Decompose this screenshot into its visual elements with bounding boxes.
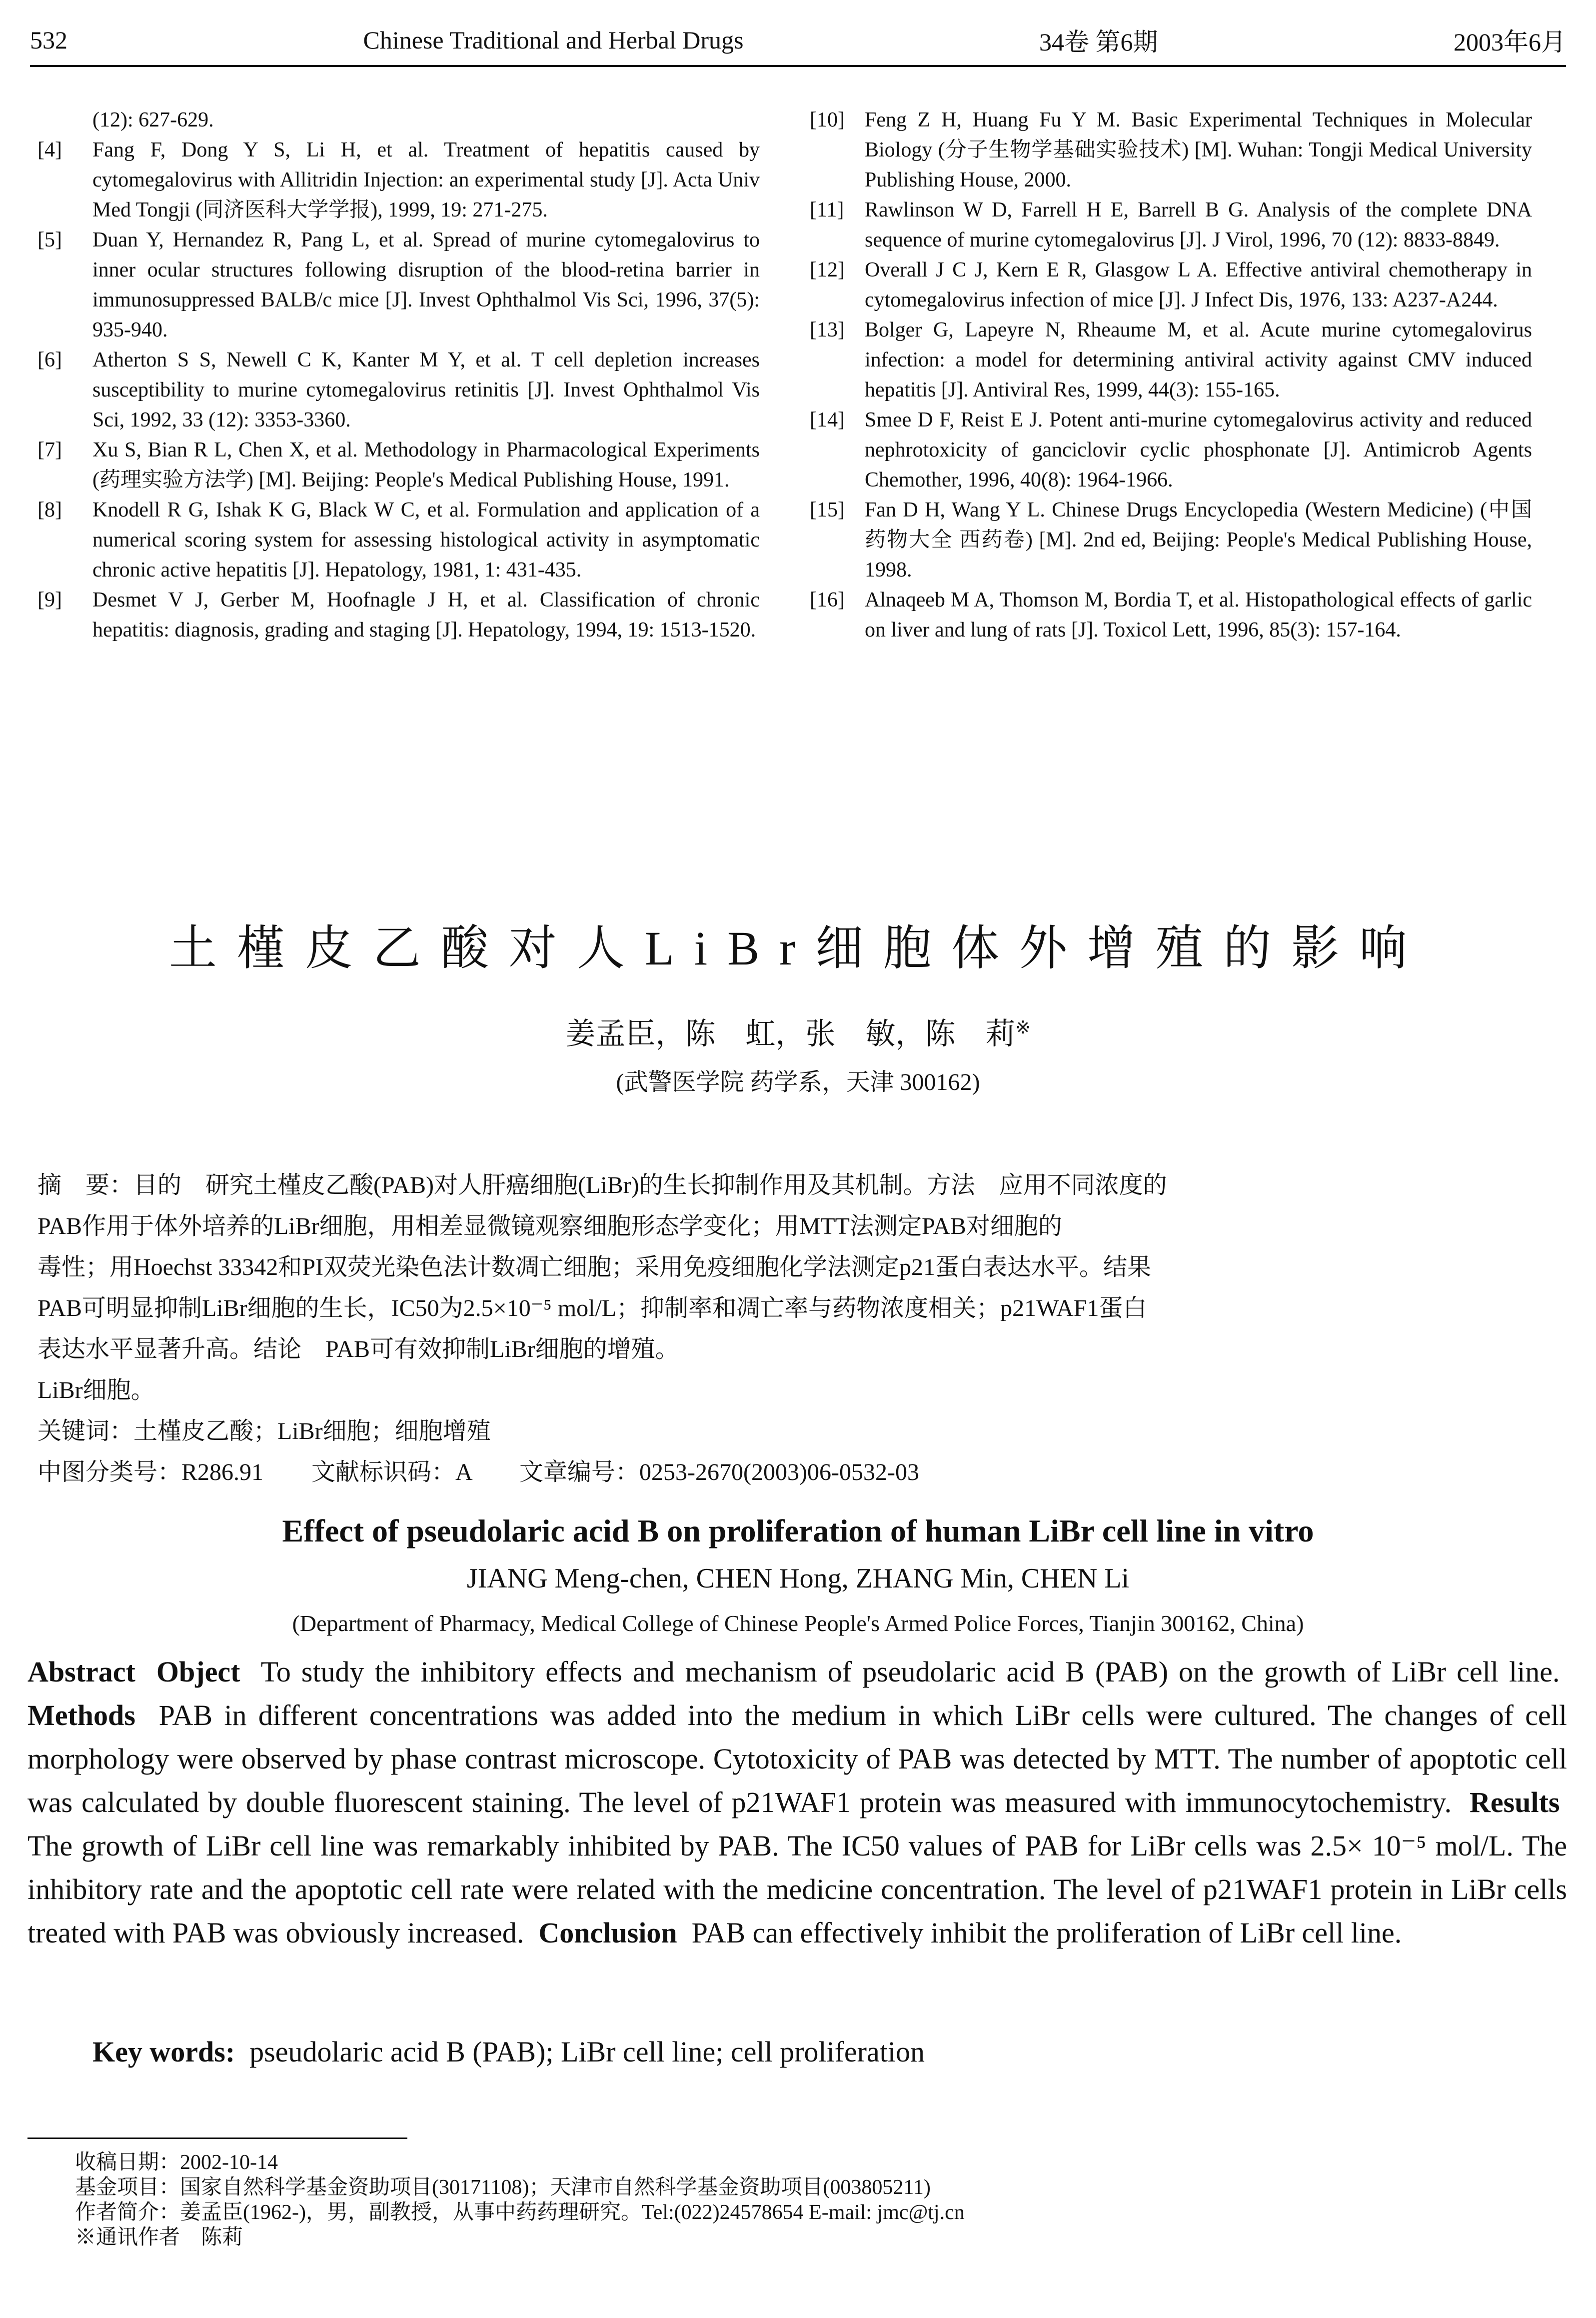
- reference-text: Knodell R G, Ishak K G, Black W C, et al. Formulation and application of a numerical scoring system for assessing histological activity in asymptomatic chronic active hepatitis [J]. Hepatology, 1981, 1: 431-435.: [92, 498, 760, 582]
- references-right-column: [810, 105, 1532, 645]
- conclusion-label: Conclusion: [538, 1916, 677, 1949]
- reference-number: [5]: [37, 228, 62, 252]
- reference-number: [4]: [37, 138, 62, 162]
- keywords-text: pseudolaric acid B (PAB); LiBr cell line; cell proliferation: [249, 2036, 925, 2068]
- reference-item: [810, 585, 1532, 645]
- corresponding-author-mark: ※: [1015, 1018, 1031, 1038]
- reference-text: Rawlinson W D, Farrell H E, Barrell B G. Analysis of the complete DNA sequence of murine cytomegalovirus [J]. J Virol, 1996, 70 (12): 8833-8849.: [865, 198, 1532, 252]
- results-text: The growth of LiBr cell line was remarkably inhibited by PAB. The IC50 values of PAB for LiBr cells was 2.5× 10⁻⁵ mol/L. The inhibitory rate and the apoptotic cell rate were related with the medicine concentration. The level of p21WAF1 protein in LiBr cells treated with PAB was obviously increased.: [27, 1830, 1567, 1949]
- chinese-affiliation: (武警医学院 药学系，天津 300162): [616, 1069, 980, 1096]
- reference-number: [16]: [810, 588, 845, 612]
- reference-item: [810, 255, 1532, 315]
- chinese-authors: [0, 1010, 1596, 1053]
- reference-item: [37, 105, 760, 135]
- reference-number: [10]: [810, 108, 845, 132]
- object-label: Object: [156, 1656, 240, 1688]
- reference-number: [12]: [810, 258, 845, 282]
- chinese-abstract-line: 毒性；用Hoechst 33342和PI双荧光染色法计数凋亡细胞；采用免疫细胞化学法测定p21蛋白表达水平。结果: [37, 1254, 1151, 1280]
- journal-name: Chinese Traditional and Herbal Drugs: [363, 26, 744, 54]
- reference-text: Alnaqeeb M A, Thomson M, Bordia T, et al. Histopathological effects of garlic on liver and lung of rats [J]. Toxicol Lett, 1996, 85(3): 157-164.: [865, 588, 1532, 642]
- reference-text: Desmet V J, Gerber M, Hoofnagle J H, et al. Classification of chronic hepatitis: diagnosis, grading and staging [J]. Hepatology, 1994, 19: 1513-1520.: [92, 588, 760, 642]
- conclusion-text: PAB can effectively inhibit the proliferation of LiBr cell line.: [691, 1916, 1402, 1949]
- abstract-label: Abstract: [27, 1656, 135, 1688]
- english-keywords: [92, 2035, 925, 2068]
- reference-number: [15]: [810, 498, 845, 522]
- reference-number: [37, 105, 92, 135]
- chinese-abstract-line: PAB作用于体外培养的LiBr细胞，用相差显微镜观察细胞形态学变化；用MTT法测定PAB对细胞的: [37, 1213, 1062, 1240]
- reference-item: [37, 345, 760, 435]
- reference-text: Bolger G, Lapeyre N, Rheaume M, et al. Acute murine cytomegalovirus infection: a model for determining antiviral activity against CMV induced hepatitis [J]. Antiviral Res, 1999, 44(3): 155-165.: [865, 318, 1532, 402]
- keywords-label: Key words:: [92, 2036, 235, 2068]
- reference-item: [37, 495, 760, 585]
- chinese-article-title: 土槿皮乙酸对人LiBr细胞体外增殖的影响: [168, 922, 1428, 975]
- page-number: 532: [30, 26, 67, 54]
- methods-text: PAB in different concentrations was added into the medium in which LiBr cells were cultured. The changes of cell morphology were observed by phase contrast microscope. Cytotoxicity of PAB was detected by MTT. The number of apoptotic cell was calculated by double fluorescent staining. The level of p21WAF1 protein was measured with immunocytochemistry.: [27, 1699, 1567, 1818]
- chinese-keywords: 关键词：土槿皮乙酸；LiBr细胞；细胞增殖: [37, 1418, 491, 1444]
- english-affiliation: (Department of Pharmacy, Medical College of Chinese People's Armed Police Forces, Tianjin 300162, China): [292, 1610, 1304, 1636]
- chinese-abstract-line: PAB可明显抑制LiBr细胞的生长，IC50为2.5×10⁻⁵ mol/L；抑制率和凋亡率与药物浓度相关；p21WAF1蛋白: [37, 1295, 1147, 1322]
- chinese-classification: 中图分类号：R286.91 文献标识码：A 文章编号：0253-2670(2003)06-0532-03: [37, 1459, 919, 1486]
- english-article-title: Effect of pseudolaric acid B on proliferation of human LiBr cell line in vitro: [282, 1513, 1314, 1548]
- footnotes: [75, 2150, 1525, 2250]
- reference-number: [8]: [37, 498, 62, 522]
- chinese-abstract-line: LiBr细胞。: [37, 1377, 155, 1404]
- reference-item: [810, 195, 1532, 255]
- reference-text: Duan Y, Hernandez R, Pang L, et al. Spread of murine cytomegalovirus to inner ocular structures following disruption of the blood-retina barrier in immunosuppressed BALB/c mice [J]. Invest Ophthalmol Vis Sci, 1996, 37(5): 935-940.: [92, 228, 760, 342]
- running-header: [30, 15, 1566, 67]
- reference-item: [810, 495, 1532, 585]
- footnote-line: ※通讯作者 陈莉: [75, 2226, 243, 2249]
- reference-text: Feng Z H, Huang Fu Y M. Basic Experimental Techniques in Molecular Biology (分子生物学基础实验技术) [M]. Wuhan: Tongji Medical University Publishing House, 2000.: [865, 108, 1532, 192]
- reference-item: [37, 585, 760, 645]
- reference-item: [37, 225, 760, 345]
- reference-text: Overall J C J, Kern E R, Glasgow L A. Effective antiviral chemotherapy in cytomegalovirus infection of mice [J]. J Infect Dis, 1976, 133: A237-A244.: [865, 258, 1532, 312]
- chinese-abstract-line: 表达水平显著升高。结论 PAB可有效抑制LiBr细胞的增殖。: [37, 1336, 679, 1362]
- chinese-abstract-line: 摘 要：目的 研究土槿皮乙酸(PAB)对人肝癌细胞(LiBr)的生长抑制作用及其机制。方法 应用不同浓度的: [37, 1172, 1167, 1198]
- methods-label: Methods: [27, 1699, 135, 1732]
- chinese-abstract: [37, 1165, 1557, 1493]
- year-month: 2003年6月: [1453, 28, 1566, 56]
- footnote-line: 作者简介：姜孟臣(1962-)，男，副教授，从事中药药理研究。Tel:(022)24578654 E-mail: jmc@tj.cn: [75, 2201, 965, 2224]
- reference-text: Smee D F, Reist E J. Potent anti-murine cytomegalovirus activity and reduced nephrotoxicity of ganciclovir cyclic phosphonate [J]. Antimicrob Agents Chemother, 1996, 40(8): 1964-1966.: [865, 408, 1532, 492]
- reference-item: [37, 435, 760, 495]
- reference-number: [7]: [37, 438, 62, 462]
- reference-text: Xu S, Bian R L, Chen X, et al. Methodology in Pharmacological Experiments (药理实验方法学) [M]. Beijing: People's Medical Publishing House, 1991.: [92, 438, 760, 492]
- reference-text: (12): 627-629.: [92, 108, 214, 132]
- reference-number: [9]: [37, 588, 62, 612]
- reference-number: [13]: [810, 318, 845, 342]
- english-authors: JIANG Meng-chen, CHEN Hong, ZHANG Min, CHEN Li: [466, 1563, 1130, 1594]
- reference-number: [11]: [810, 198, 844, 222]
- reference-item: [37, 135, 760, 225]
- footnote-rule: [27, 2138, 407, 2139]
- reference-text: Fang F, Dong Y S, Li H, et al. Treatment of hepatitis caused by cytomegalovirus with Allitridin Injection: an experimental study [J]. Acta Univ Med Tongji (同济医科大学学报), 1999, 19: 271-275.: [92, 138, 760, 222]
- results-label: Results: [1470, 1786, 1560, 1818]
- reference-item: [810, 315, 1532, 405]
- reference-number: [14]: [810, 408, 845, 432]
- footnote-line: 基金项目：国家自然科学基金资助项目(30171108)；天津市自然科学基金资助项目(003805211): [75, 2176, 931, 2199]
- reference-item: [810, 105, 1532, 195]
- reference-text: Atherton S S, Newell C K, Kanter M Y, et al. T cell depletion increases susceptibility to murine cytomegalovirus retinitis [J]. Invest Ophthalmol Vis Sci, 1992, 33 (12): 3353-3360.: [92, 348, 760, 432]
- english-abstract: [27, 1650, 1567, 1954]
- footnote-line: 收稿日期：2002-10-14: [75, 2151, 278, 2174]
- reference-item: [810, 405, 1532, 495]
- reference-number: [6]: [37, 348, 62, 372]
- reference-text: Fan D H, Wang Y L. Chinese Drugs Encyclopedia (Western Medicine) (中国药物大全 西药卷) [M]. 2nd ed, Beijing: People's Medical Publishing House, 1998.: [865, 498, 1532, 582]
- object-text: To study the inhibitory effects and mechanism of pseudolaric acid B (PAB) on the growth of LiBr cell line.: [260, 1656, 1560, 1688]
- references-left-column: [37, 105, 760, 645]
- volume-issue: 34卷 第6期: [1039, 28, 1158, 56]
- chinese-author-names: 姜孟臣，陈 虹，张 敏，陈 莉: [565, 1018, 1016, 1050]
